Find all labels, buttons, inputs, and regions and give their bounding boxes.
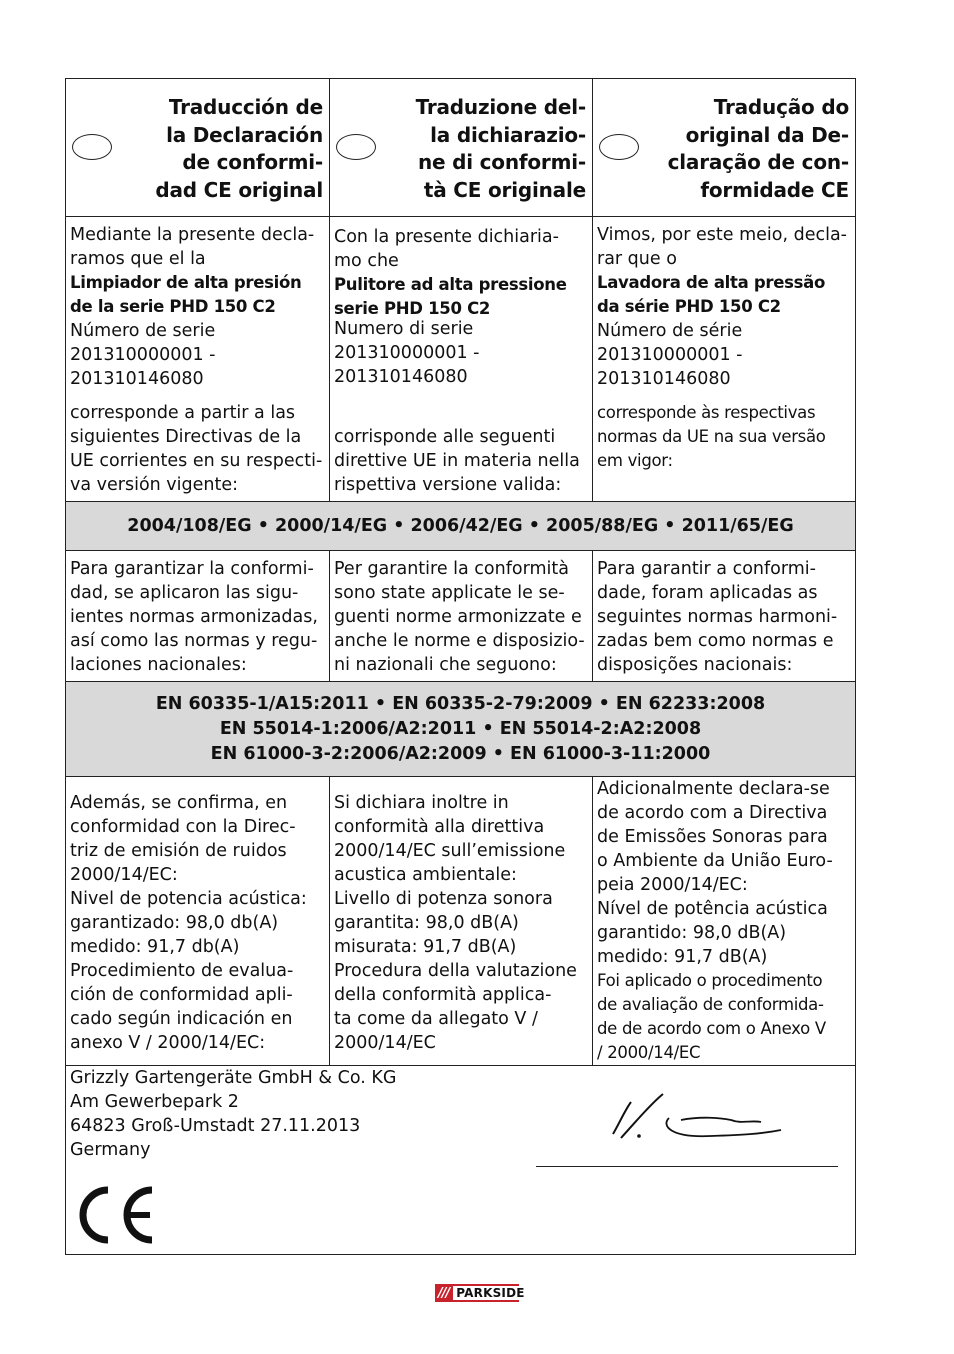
standards-intro-es: Para garantizar la conformi- dad, se aplicaron las sigu- ientes normas armonizadas, así como las normas y regu- laciones nacionales: <box>66 551 330 682</box>
noise-pt: Adicionalmente declara-se de acordo com a Directiva de Emissões Sonoras para o Ambiente da União Euro- peia 2000/14/EC: Nível de potência acústica garantido: 98,0 dB(A) medido: 91,7 dB(A) Foi aplicado o procedimento de avaliação de conformida- de de acordo com o Anexo V / 2000/14/EC <box>593 777 856 1066</box>
logo-stripes-icon: /// <box>438 1285 450 1301</box>
parkside-logo <box>435 1284 525 1302</box>
ce-mark-icon <box>72 1184 158 1246</box>
handwritten-signature <box>601 1080 791 1150</box>
header-title-pt: Tradução do original da De- claração de con- formidade CE <box>667 95 849 202</box>
noise-it: Si dichiara inoltre in conformità alla direttiva 2000/14/EC sull’emissione acustica ambientale: Livello di potenza sonora garantita: 98,0 dB(A) misurata: 91,7 dB(A) Procedura della valutazione della conformità applica- ta come da allegato V / 2000/14/EC <box>330 777 593 1066</box>
intro-it: Con la presente dichiaria- mo che Pulitore ad alta pressione serie PHD 150 C2 Numero di serie 201310000001 - 201310146080 corrisponde alle seguenti direttive UE in materia nella rispettiva versione valida: <box>330 217 593 502</box>
header-pt <box>593 79 856 217</box>
country-oval-icon <box>336 134 376 160</box>
declaration-document <box>65 78 854 1255</box>
standards-intro-pt: Para garantir a conformi- dade, foram aplicadas as seguintes normas harmoni- zadas bem como normas e disposições nacionais: <box>593 551 856 682</box>
country-oval-icon <box>72 134 112 160</box>
standards-row <box>66 682 856 777</box>
standard-line: EN 55014-1:2006/A2:2011 • EN 55014-2:A2:2008 <box>219 718 702 739</box>
signature-line <box>536 1166 838 1167</box>
header-title-es: Traducción de la Declaración de conformi- dad CE original <box>155 95 323 202</box>
intro-pt: Vimos, por este meio, decla- rar que o Lavadora de alta pressão da série PHD 150 C2 Número de série 201310000001 - 201310146080 corresponde às respectivas normas da UE na sua versão em vigor: <box>593 217 856 502</box>
company-address: Grizzly Gartengeräte GmbH & Co. KG Am Gewerbepark 2 64823 Groß-Umstadt 27.11.2013 Germany <box>70 1068 397 1160</box>
intro-es: Mediante la presente decla- ramos que el la Limpiador de alta presión de la serie PHD 150 C2 Número de serie 201310000001 - 201310146080 corresponde a partir a las siguientes Directivas de la UE corrientes en su respecti- va versión vigente: <box>66 217 330 502</box>
directives-row <box>66 502 856 551</box>
header-it <box>330 79 593 217</box>
directives-list: 2004/108/EG • 2000/14/EG • 2006/42/EG • 2005/88/EG • 2011/65/EG <box>127 516 794 536</box>
country-oval-icon <box>599 134 639 160</box>
brand-name: PARKSIDE <box>453 1286 527 1300</box>
header-title-it: Traduzione del- la dichiarazio- ne di conformi- tà CE originale <box>415 95 586 202</box>
noise-es: Además, se confirma, en conformidad con la Direc- triz de emisión de ruidos 2000/14/EC: Nivel de potencia acústica: garantizado: 98,0 db(A) medido: 91,7 db(A) Procedimiento de evalua- ción de conformidad apli- cado según indicación en anexo V / 2000/14/EC: <box>66 777 330 1066</box>
standards-intro-it: Per garantire la conformità sono state applicate le se- guenti norme armonizzate e anche le norme e disposizio- ni nazionali che seguono: <box>330 551 593 682</box>
signature-block <box>66 1066 856 1255</box>
standard-line: EN 61000-3-2:2006/A2:2009 • EN 61000-3-11:2000 <box>210 743 711 764</box>
header-es <box>66 79 330 217</box>
declaration-table <box>65 78 856 1255</box>
standard-line: EN 60335-1/A15:2011 • EN 60335-2-79:2009 • EN 62233:2008 <box>155 693 766 714</box>
